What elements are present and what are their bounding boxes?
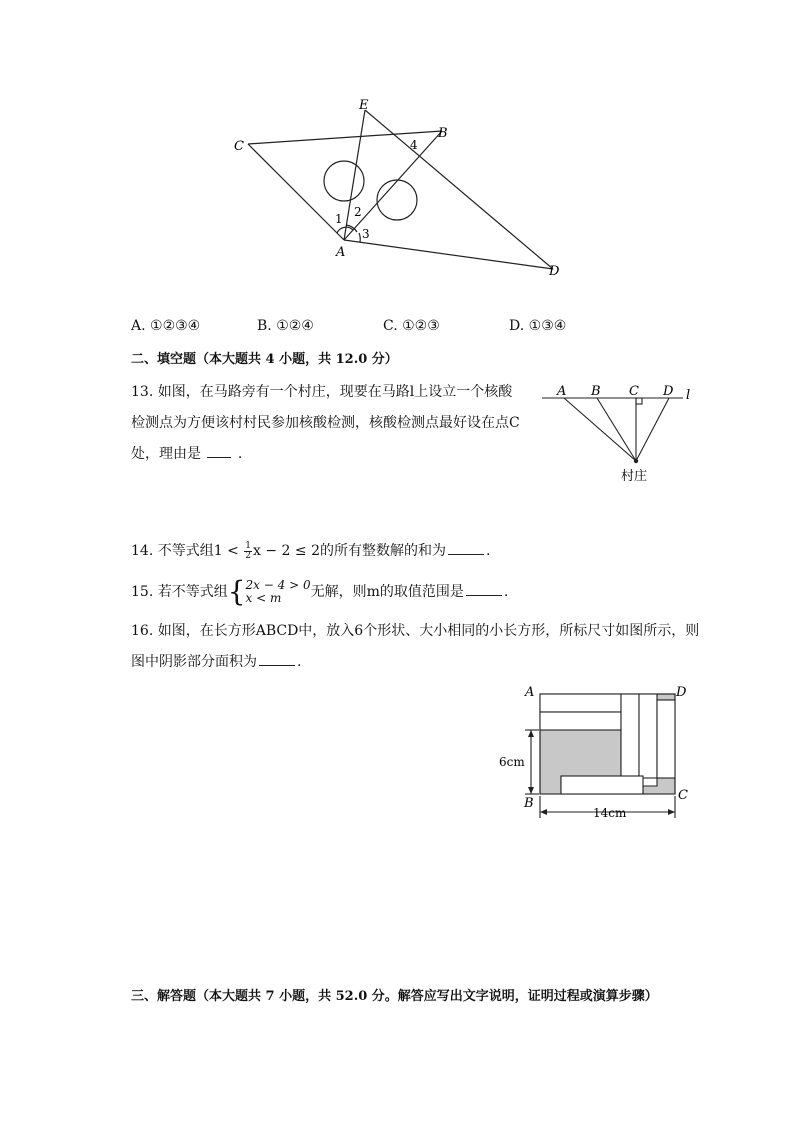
label-A: A	[336, 245, 346, 260]
option-b-value: ①②④	[276, 318, 314, 334]
label-C: C	[234, 139, 244, 154]
q14-answer-blank[interactable]	[448, 542, 484, 555]
option-c-value: ①②③	[402, 318, 440, 334]
village-label: 村庄	[621, 469, 648, 484]
angle-3: 3	[362, 227, 370, 241]
q13-line3-end: .	[233, 446, 243, 462]
option-a-value: ①②③④	[150, 318, 201, 334]
option-a-letter: A.	[131, 318, 146, 334]
option-d-letter: D.	[509, 318, 525, 334]
q14-fraction	[244, 542, 252, 561]
q15-suffix: .	[503, 584, 509, 600]
q14-frac-den: 2	[245, 550, 251, 561]
q14-middle: x − 2 ≤ 2的所有整数解的和为	[253, 543, 446, 559]
q15-middle: 无解，则m的取值范围是	[310, 584, 464, 600]
road-label-A: A	[557, 384, 567, 399]
section-3-title: 三、解答题（本大题共 7 小题，共 52.0 分。解答应写出文字说明，证明过程或演算步骤）	[131, 989, 658, 1004]
section-2-title: 二、填空题（本大题共 4 小题，共 12.0 分）	[131, 352, 398, 367]
q15-answer-blank[interactable]	[466, 583, 502, 596]
q13-line1: 13. 如图，在马路旁有一个村庄，现要在马路l上设立一个核酸	[131, 384, 513, 400]
q15	[131, 575, 509, 608]
dimension-height: 6cm	[499, 755, 525, 769]
q13-line3	[131, 443, 242, 463]
q14-suffix: .	[485, 543, 491, 559]
q16-line2-end: .	[297, 654, 302, 670]
figure-rectangles	[495, 680, 705, 822]
option-b[interactable]	[257, 318, 314, 334]
q14-prefix: 14. 不等式组1 <	[131, 543, 244, 559]
angle-4: 4	[410, 138, 418, 152]
road-label-B: B	[591, 384, 601, 399]
option-d[interactable]	[509, 318, 566, 334]
q16-answer-blank[interactable]	[259, 653, 295, 666]
q15-prefix: 15. 若不等式组	[131, 584, 228, 600]
angle-2: 2	[354, 205, 362, 219]
q15-eq1: 2x − 4 > 0	[245, 578, 311, 592]
label-B: B	[438, 126, 448, 141]
road-label-C: C	[629, 384, 639, 399]
angle-1: 1	[335, 212, 343, 226]
q16-line2-text: 图中阴影部分面积为	[131, 654, 257, 670]
q14	[131, 540, 490, 561]
q15-brace: {	[227, 575, 246, 608]
q16-line1: 16. 如图，在长方形ABCD中，放入6个形状、大小相同的小长方形，所标尺寸如图所示，则	[131, 623, 700, 639]
option-d-value: ①③④	[528, 318, 567, 334]
label-D: D	[549, 264, 560, 279]
label-E: E	[359, 98, 369, 113]
rect-label-B: B	[524, 796, 534, 811]
option-c[interactable]	[383, 318, 440, 334]
rect-label-A: A	[525, 685, 535, 700]
q15-system	[246, 579, 311, 605]
rect-label-D: D	[676, 685, 687, 700]
figure-road-village	[538, 380, 703, 490]
dimension-width: 14cm	[593, 806, 627, 820]
q14-frac-num: 1	[245, 540, 251, 551]
q13-line2: 检测点为方便该村村民参加核酸检测，核酸检测点最好设在点C	[131, 415, 520, 431]
q13-answer-blank[interactable]	[207, 445, 231, 458]
rect-label-C: C	[678, 788, 688, 803]
figure-angles	[220, 92, 570, 282]
q16-line2	[131, 651, 301, 671]
option-b-letter: B.	[257, 318, 272, 334]
option-c-letter: C.	[383, 318, 398, 334]
q13-line3-text: 处，理由是	[131, 446, 206, 462]
option-a[interactable]	[131, 318, 200, 334]
road-label-l: l	[686, 388, 691, 403]
road-label-D: D	[663, 384, 674, 399]
q15-eq2: x < m	[245, 591, 282, 605]
